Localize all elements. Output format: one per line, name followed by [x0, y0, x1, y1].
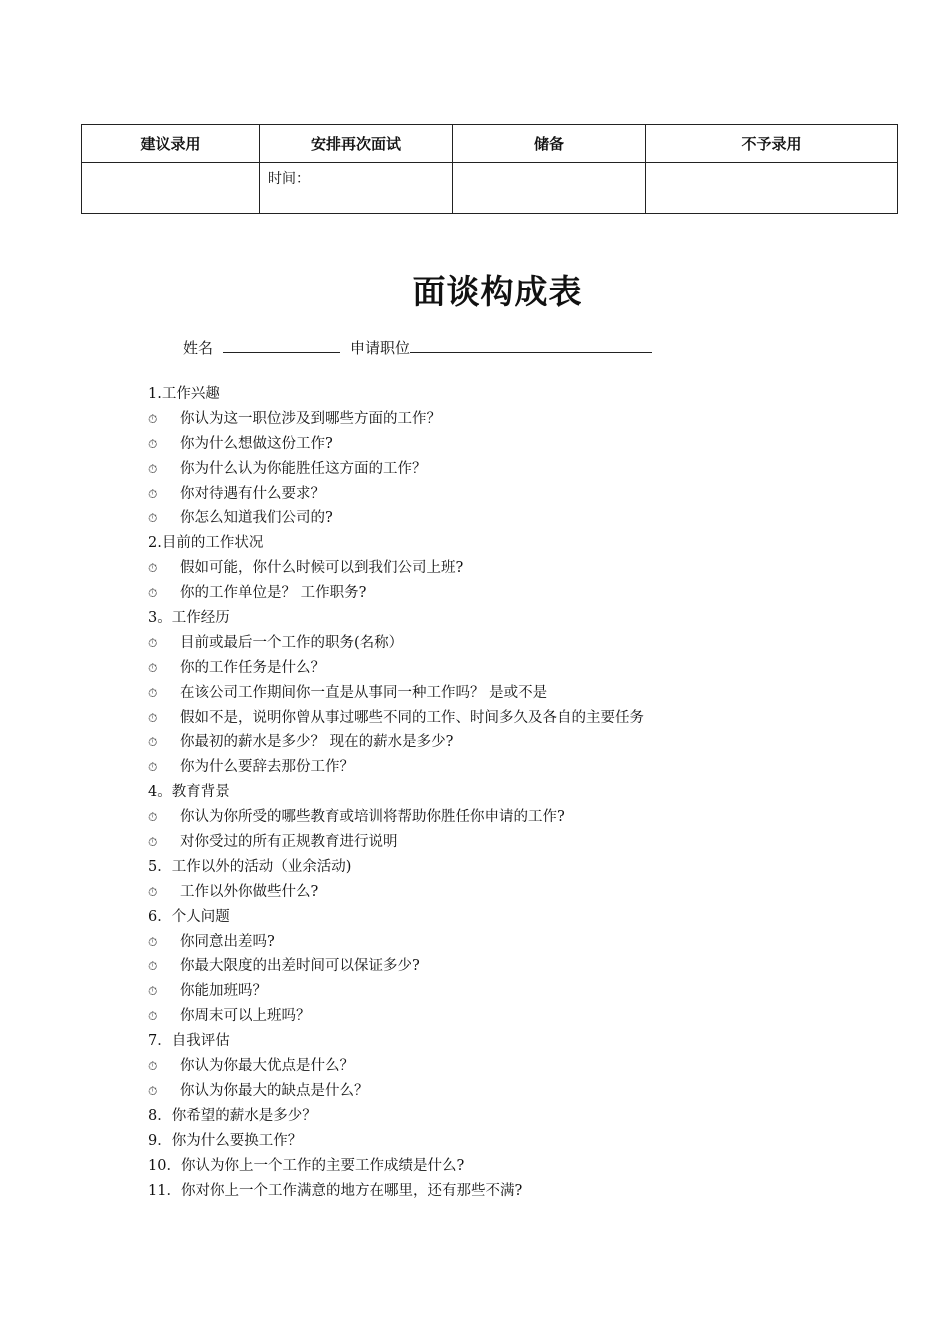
cell-reinterview[interactable] [260, 163, 453, 214]
question-item [148, 930, 868, 955]
section-heading: 10．你认为你上一个工作的主要工作成绩是什么? [148, 1157, 465, 1174]
question-item [148, 954, 868, 979]
name-label: 姓名 [183, 339, 214, 357]
stopwatch-bullet-icon: ⏱ [148, 586, 158, 601]
question-text: 你周末可以上班吗？ [180, 1008, 311, 1025]
position-blank[interactable] [410, 338, 652, 353]
section-heading: 2.目前的工作状况 [148, 535, 264, 552]
question-text: 你认为这一职位涉及到哪些方面的工作？ [180, 410, 441, 427]
question-item [148, 706, 868, 731]
question-text: 你同意出差吗? [180, 933, 275, 950]
question-item [148, 880, 868, 905]
question-text: 你能加班吗？ [180, 983, 267, 1000]
stopwatch-bullet-icon: ⏱ [148, 735, 158, 750]
question-item [148, 407, 868, 432]
header-reinterview: 安排再次面试 [260, 125, 453, 163]
question-text: 你认为你所受的哪些教育或培训将帮助你胜任你申请的工作? [180, 809, 565, 826]
question-text: 你对待遇有什么要求？ [180, 485, 325, 502]
question-item [148, 631, 868, 656]
position-label: 申请职位 [350, 339, 411, 357]
question-text: 目前或最后一个工作的职务(名称） [180, 634, 404, 651]
question-text: 你最大限度的出差时间可以保证多少? [180, 958, 420, 975]
cell-recommend-hire[interactable] [82, 163, 260, 214]
header-recommend-hire: 建议录用 [82, 125, 260, 163]
question-text: 你怎么知道我们公司的? [180, 510, 333, 527]
stopwatch-bullet-icon: ⏱ [148, 760, 158, 775]
question-text: 你为什么想做这份工作? [180, 435, 333, 452]
question-item [148, 1079, 868, 1104]
question-text: 假如可能，你什么时候可以到我们公司上班? [180, 560, 464, 577]
header-reject: 不予录用 [646, 125, 898, 163]
question-text: 工作以外你做些什么? [180, 883, 319, 900]
stopwatch-bullet-icon: ⏱ [148, 1009, 158, 1024]
name-blank[interactable] [223, 338, 340, 353]
stopwatch-bullet-icon: ⏱ [148, 810, 158, 825]
question-item [148, 755, 868, 780]
question-text: 你为什么认为你能胜任这方面的工作？ [180, 460, 427, 477]
stopwatch-bullet-icon: ⏱ [148, 1059, 158, 1074]
stopwatch-bullet-icon: ⏱ [148, 461, 158, 476]
stopwatch-bullet-icon: ⏱ [148, 934, 158, 949]
question-item [148, 457, 868, 482]
stopwatch-bullet-icon: ⏱ [148, 959, 158, 974]
question-text: 你认为你最大的缺点是什么？ [180, 1082, 369, 1099]
cell-reserve[interactable] [453, 163, 646, 214]
stopwatch-bullet-icon: ⏱ [148, 561, 158, 576]
question-item [148, 506, 868, 531]
header-reserve: 储备 [453, 125, 646, 163]
question-text: 你认为你最大优点是什么？ [180, 1058, 354, 1075]
question-item [148, 979, 868, 1004]
stopwatch-bullet-icon: ⏱ [148, 710, 158, 725]
stopwatch-bullet-icon: ⏱ [148, 685, 158, 700]
question-item [148, 730, 868, 755]
stopwatch-bullet-icon: ⏱ [148, 835, 158, 850]
section-heading: 5．工作以外的活动（业余活动) [148, 858, 352, 875]
question-item [148, 1004, 868, 1029]
stopwatch-bullet-icon: ⏱ [148, 884, 158, 899]
section-heading: 4。教育背景 [148, 784, 230, 801]
section-heading: 9．你为什么要换工作？ [148, 1132, 303, 1149]
name-position-line [183, 337, 652, 358]
stopwatch-bullet-icon: ⏱ [148, 436, 158, 451]
stopwatch-bullet-icon: ⏱ [148, 511, 158, 526]
question-text: 在该公司工作期间你一直是从事同一种工作吗？ 是或不是 [180, 684, 548, 701]
question-item [148, 1054, 868, 1079]
stopwatch-bullet-icon: ⏱ [148, 1083, 158, 1098]
question-item [148, 556, 868, 581]
stopwatch-bullet-icon: ⏱ [148, 411, 158, 426]
section-heading: 8．你希望的薪水是多少？ [148, 1107, 317, 1124]
section-heading: 7．自我评估 [148, 1033, 230, 1050]
question-text: 你的工作单位是？ 工作职务? [180, 585, 367, 602]
section-heading: 1.工作兴趣 [148, 386, 220, 402]
section-heading: 11．你对你上一个工作满意的地方在哪里，还有那些不满? [148, 1182, 523, 1199]
cell-reject[interactable] [646, 163, 898, 214]
question-item [148, 805, 868, 830]
question-text: 你为什么要辞去那份工作？ [180, 759, 354, 776]
section-heading: 6．个人问题 [148, 908, 230, 925]
question-item [148, 830, 868, 855]
stopwatch-bullet-icon: ⏱ [148, 486, 158, 501]
time-label: 时间： [268, 171, 310, 187]
question-text: 假如不是，说明你曾从事过哪些不同的工作、时间多久及各自的主要任务 [180, 709, 644, 726]
question-item [148, 482, 868, 507]
page-title: 面谈构成表 [412, 272, 583, 311]
question-item [148, 432, 868, 457]
question-item [148, 681, 868, 706]
decision-table [81, 124, 898, 214]
section-heading: 3。工作经历 [148, 610, 230, 627]
question-text: 对你受过的所有正规教育进行说明 [180, 834, 398, 851]
question-list [148, 382, 868, 1203]
question-item [148, 581, 868, 606]
question-item [148, 656, 868, 681]
stopwatch-bullet-icon: ⏱ [148, 660, 158, 675]
question-text: 你最初的薪水是多少？ 现在的薪水是多少? [180, 734, 454, 751]
stopwatch-bullet-icon: ⏱ [148, 635, 158, 650]
question-text: 你的工作任务是什么？ [180, 659, 325, 676]
stopwatch-bullet-icon: ⏱ [148, 984, 158, 999]
